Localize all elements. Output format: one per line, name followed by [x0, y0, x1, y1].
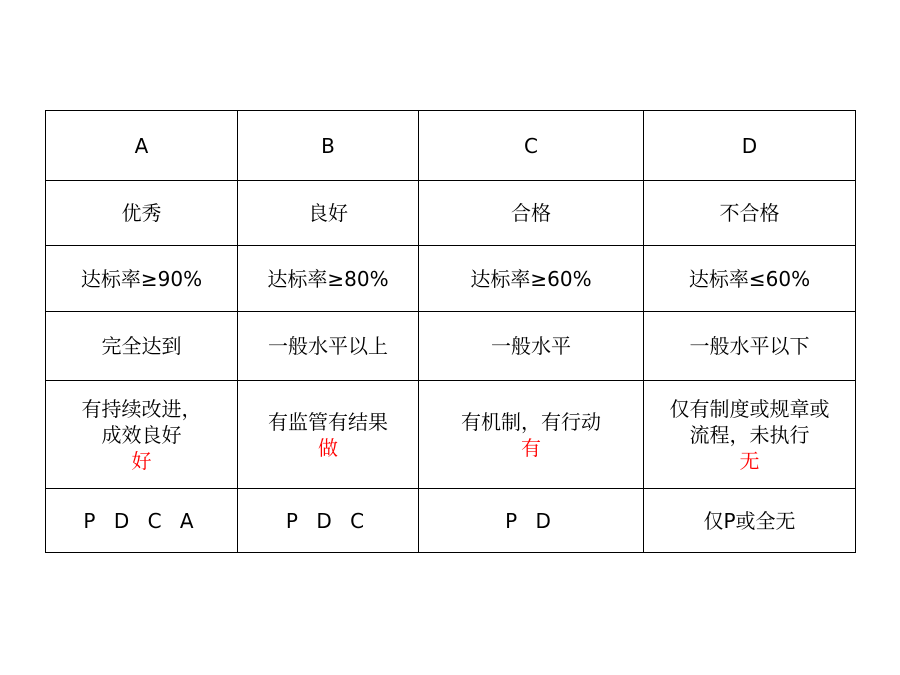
description-cell-c [419, 381, 644, 489]
description-text: 有持续改进， [81, 396, 202, 421]
degree-cell-a: 完全达到 [46, 312, 238, 381]
table-row-cycle [46, 489, 856, 553]
highlight-word: 无 [739, 448, 760, 473]
rate-cell-c: 达标率≥60% [419, 246, 644, 312]
table-row-level [46, 181, 856, 246]
highlight-word: 有 [521, 435, 541, 460]
grade-cell-a: A [46, 111, 238, 181]
table-row-degree [46, 312, 856, 381]
table-row-grade [46, 111, 856, 181]
cycle-cell-b: P D C [238, 489, 419, 553]
highlight-word: 好 [131, 448, 152, 473]
description-text: 有监管有结果 [268, 409, 388, 434]
level-cell-b: 良好 [238, 181, 419, 246]
degree-cell-c: 一般水平 [419, 312, 644, 381]
grade-cell-c: C [419, 111, 644, 181]
level-cell-a: 优秀 [46, 181, 238, 246]
cycle-cell-a: P D C A [46, 489, 238, 553]
description-cell-a [46, 381, 238, 489]
description-text: 成效良好 [101, 422, 182, 447]
rate-cell-a: 达标率≥90% [46, 246, 238, 312]
description-text: 有机制，有行动 [461, 409, 601, 434]
grade-cell-b: B [238, 111, 419, 181]
rate-cell-d: 达标率≤60% [644, 246, 856, 312]
grade-cell-d: D [644, 111, 856, 181]
highlight-word: 做 [318, 435, 338, 460]
table-row-description [46, 381, 856, 489]
grade-standards-table [45, 110, 856, 553]
degree-cell-d: 一般水平以下 [644, 312, 856, 381]
cycle-cell-d: 仅P或全无 [644, 489, 856, 553]
degree-cell-b: 一般水平以上 [238, 312, 419, 381]
description-text: 仅有制度或规章或 [669, 396, 830, 421]
cycle-cell-c: P D [419, 489, 644, 553]
level-cell-c: 合格 [419, 181, 644, 246]
level-cell-d: 不合格 [644, 181, 856, 246]
description-cell-d [644, 381, 856, 489]
table-row-rate [46, 246, 856, 312]
description-cell-b [238, 381, 419, 489]
description-text: 流程，未执行 [689, 422, 810, 447]
rate-cell-b: 达标率≥80% [238, 246, 419, 312]
